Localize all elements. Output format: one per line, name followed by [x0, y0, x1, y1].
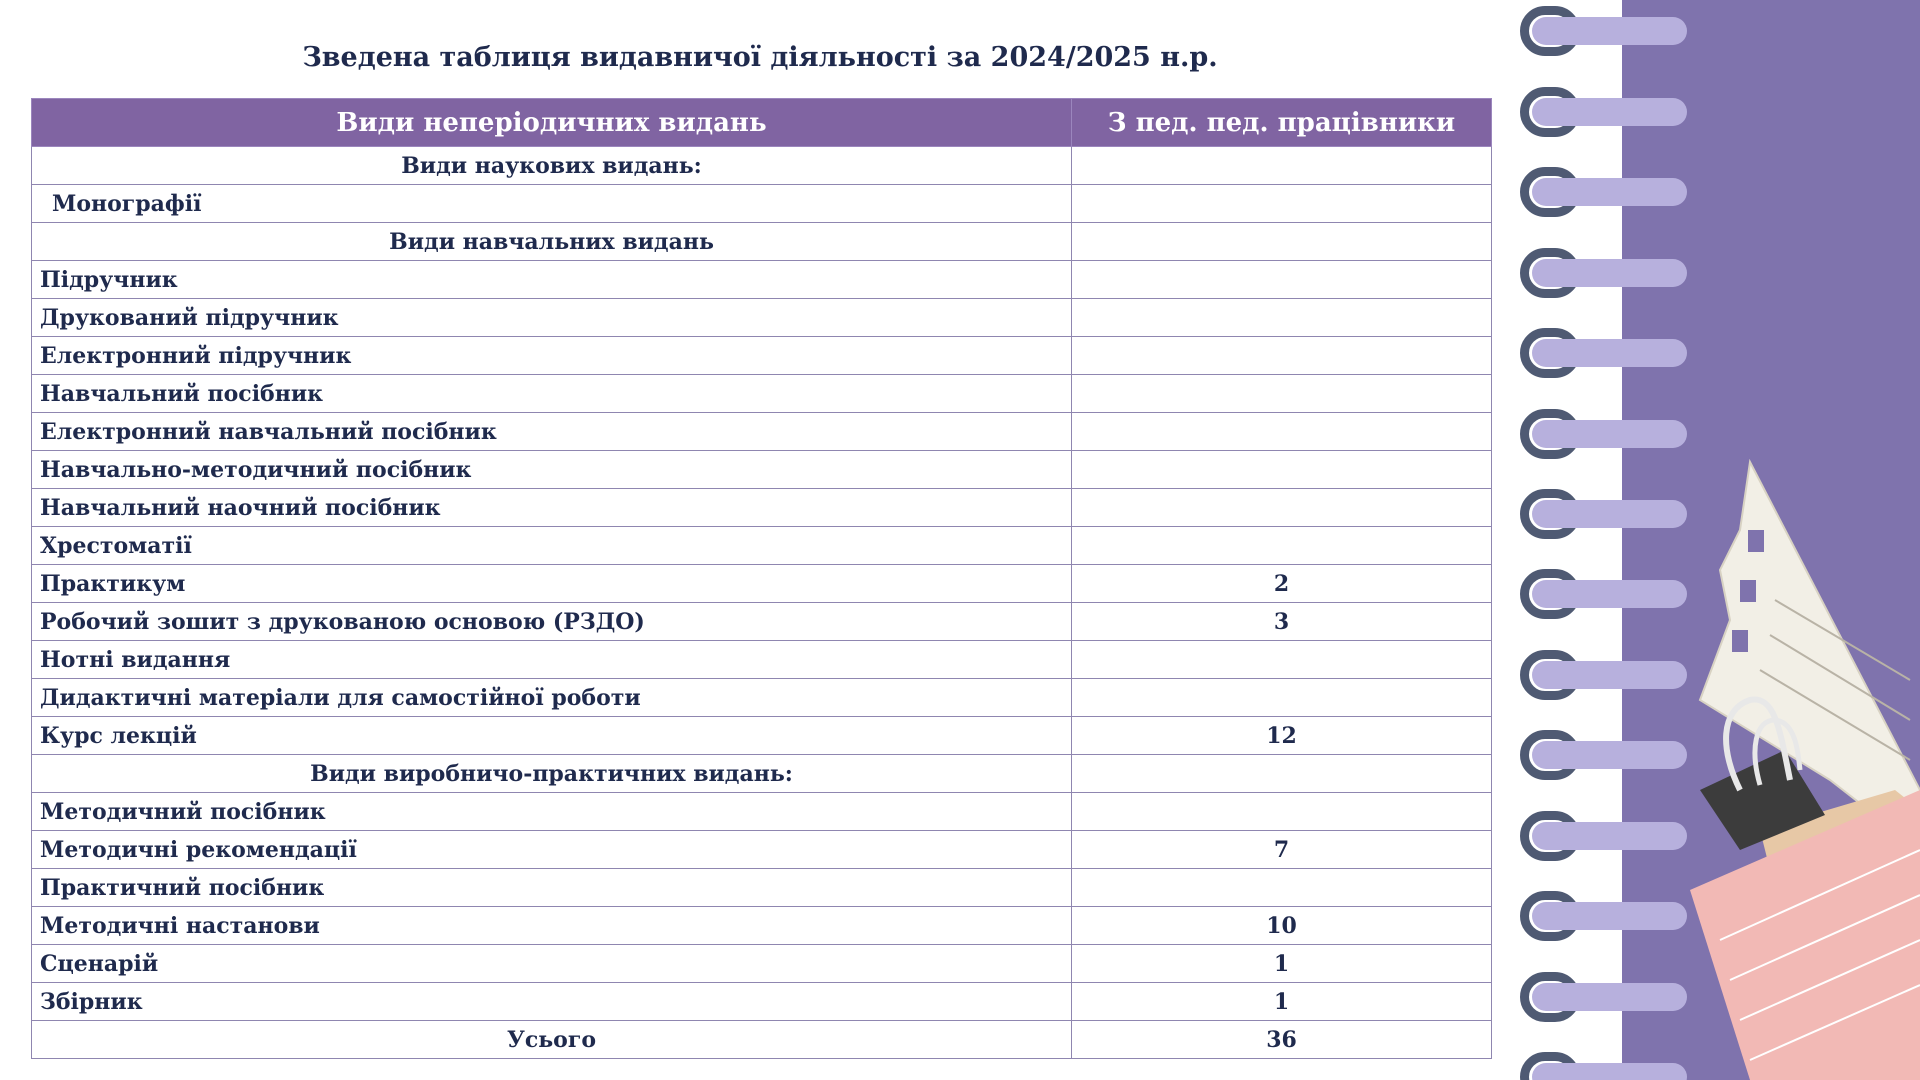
row-label: Практикум [32, 565, 1072, 603]
row-value: 10 [1072, 907, 1492, 945]
spiral-bar [1532, 822, 1687, 850]
table-row [32, 679, 1492, 717]
row-label: Збірник [32, 983, 1072, 1021]
header-staff: З пед. пед. працівники [1072, 99, 1492, 147]
row-value: 1 [1072, 983, 1492, 1021]
row-value [1072, 185, 1492, 223]
row-label: Дидактичні матеріали для самостійної роботи [32, 679, 1072, 717]
table-row [32, 641, 1492, 679]
header-publication-types: Види неперіодичних видань [32, 99, 1072, 147]
row-label: Методичні рекомендації [32, 831, 1072, 869]
row-label: Робочий зошит з друкованою основою (РЗДО) [32, 603, 1072, 641]
section-header-educational: Види навчальних видань [32, 223, 1072, 261]
table-row [32, 489, 1492, 527]
row-value [1072, 337, 1492, 375]
table-row [32, 945, 1492, 983]
table-row [32, 185, 1492, 223]
row-label: Методичні настанови [32, 907, 1072, 945]
total-row [32, 1021, 1492, 1059]
row-label: Підручник [32, 261, 1072, 299]
row-label: Монографії [32, 185, 1072, 223]
row-value [1072, 755, 1492, 793]
table-row [32, 147, 1492, 185]
row-label: Електронний підручник [32, 337, 1072, 375]
row-label: Друкований підручник [32, 299, 1072, 337]
spiral-bar [1532, 420, 1687, 448]
table-row [32, 299, 1492, 337]
table-row [32, 603, 1492, 641]
row-value [1072, 793, 1492, 831]
table-row [32, 261, 1492, 299]
row-value [1072, 413, 1492, 451]
section-header-scientific: Види наукових видань: [32, 147, 1072, 185]
table-row [32, 793, 1492, 831]
row-label: Сценарій [32, 945, 1072, 983]
spiral-bar [1532, 661, 1687, 689]
spiral-bar [1532, 1063, 1687, 1080]
spiral-bar [1532, 580, 1687, 608]
table-row [32, 755, 1492, 793]
page-title: Зведена таблиця видавничої діяльності за 2024/2025 н.р. [302, 42, 1218, 73]
table-row [32, 451, 1492, 489]
row-label: Навчальний наочний посібник [32, 489, 1072, 527]
row-value [1072, 679, 1492, 717]
row-value: 12 [1072, 717, 1492, 755]
row-label: Навчальний посібник [32, 375, 1072, 413]
row-label: Методичний посібник [32, 793, 1072, 831]
total-value: 36 [1072, 1021, 1492, 1059]
spiral-bar [1532, 741, 1687, 769]
total-label: Усього [32, 1021, 1072, 1059]
row-label: Навчально-методичний посібник [32, 451, 1072, 489]
row-value: 7 [1072, 831, 1492, 869]
row-label: Хрестоматії [32, 527, 1072, 565]
row-value [1072, 489, 1492, 527]
row-value [1072, 869, 1492, 907]
section-header-production: Види виробничо-практичних видань: [32, 755, 1072, 793]
spiral-bar [1532, 500, 1687, 528]
row-value [1072, 147, 1492, 185]
table-header-row [32, 99, 1492, 147]
spiral-bar [1532, 178, 1687, 206]
row-value [1072, 527, 1492, 565]
table-row [32, 907, 1492, 945]
table-row [32, 375, 1492, 413]
row-label: Електронний навчальний посібник [32, 413, 1072, 451]
row-label: Практичний посібник [32, 869, 1072, 907]
row-value [1072, 641, 1492, 679]
row-label: Курс лекцій [32, 717, 1072, 755]
table-row [32, 223, 1492, 261]
spiral-bar [1532, 983, 1687, 1011]
row-value [1072, 223, 1492, 261]
table-row [32, 869, 1492, 907]
row-label: Нотні видання [32, 641, 1072, 679]
row-value [1072, 375, 1492, 413]
row-value [1072, 299, 1492, 337]
paper-clip-illustration [1680, 450, 1920, 1080]
table-row [32, 565, 1492, 603]
spiral-bar [1532, 259, 1687, 287]
spiral-bar [1532, 17, 1687, 45]
table-row [32, 413, 1492, 451]
spiral-bar [1532, 98, 1687, 126]
table-row [32, 831, 1492, 869]
publication-table [31, 98, 1492, 1059]
spiral-bar [1532, 902, 1687, 930]
table-row [32, 983, 1492, 1021]
table-row [32, 717, 1492, 755]
table-row [32, 527, 1492, 565]
spiral-bar [1532, 339, 1687, 367]
row-value [1072, 261, 1492, 299]
table-row [32, 337, 1492, 375]
row-value: 2 [1072, 565, 1492, 603]
row-value: 1 [1072, 945, 1492, 983]
row-value [1072, 451, 1492, 489]
row-value: 3 [1072, 603, 1492, 641]
